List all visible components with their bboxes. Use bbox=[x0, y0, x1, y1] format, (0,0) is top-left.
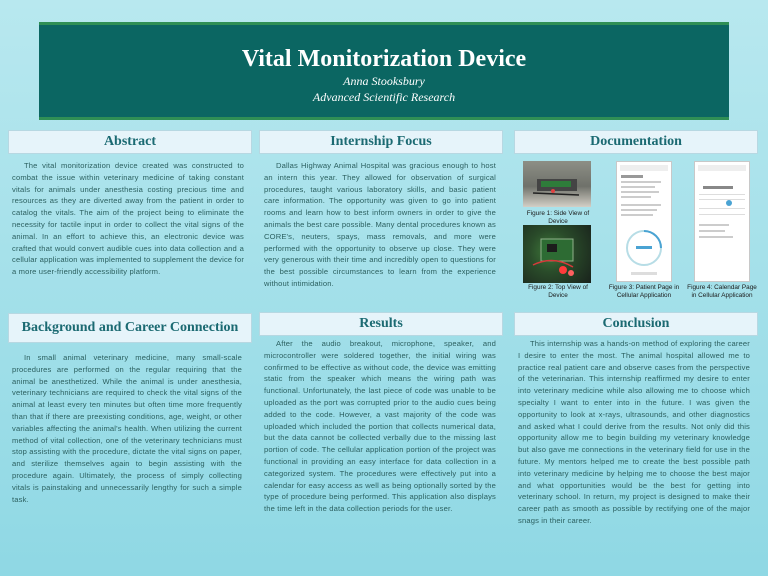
program-name: Advanced Scientific Research bbox=[312, 90, 456, 104]
device-top-view-photo bbox=[523, 225, 591, 283]
documentation-heading: Documentation bbox=[514, 130, 758, 154]
poster-title: Vital Monitorization Device bbox=[241, 46, 527, 72]
internship-heading: Internship Focus bbox=[259, 130, 503, 154]
background-heading: Background and Career Connection bbox=[8, 313, 252, 343]
internship-text: Dallas Highway Animal Hospital was gracious enough to host an intern this year. They allowed for observation of surgical procedures, taught various laboratory skills, and basic patient care information. The opportunity was given to go into patient rooms and learn how to best inform owners in order to give the animals the best care possible. Many dental procedures known as CORE's, neuters, spays, mass removals, and more were performed with the opportunity to observe up close. They were very generous with their time and incredibly open to questions for the best possible circumstances to learn from the experience without intimidation. bbox=[264, 161, 496, 288]
figure3-caption: Figure 3: Patient Page in Cellular Application bbox=[608, 284, 680, 299]
background-text: In small animal veterinary medicine, many small-scale procedures are performed on the regular requiring that the animal be anesthetized. While the animal is under anesthesia, veterinary technicians are required to check the vital signs of the animal at least every ten minutes but often time more frequently than that if there are preexisting conditions, age, weight, or other variables affecting the animal's health. When utilizing the current method of vital collection, one of the veterinary technicians must stop assisting with the procedure, dictate the vital signs on paper, and sterilize themselves again to begin assisting with the procedure again. Ultimately, the process of simply collecting vitals is painstaking and unnecessarily lengthy for such a simple task. bbox=[12, 353, 242, 504]
title-banner bbox=[39, 22, 729, 120]
figure2-caption: Figure 2: Top View of Device bbox=[528, 284, 588, 299]
results-heading: Results bbox=[259, 312, 503, 336]
conclusion-heading: Conclusion bbox=[514, 312, 758, 336]
results-text: After the audio breakout, microphone, speaker, and microcontroller were soldered together, the initial wiring was confirmed to be effective as without code, the device was emitting static from the speaker which means the wiring path was functional. Unfortunately, the last piece of code was unable to be uploaded as the port was corrupted prior to the audio cues being added to the code. However, a vast majority of the code was uploaded which included the portion that collects numerical data, but the data cannot be collected verbally due to the missing last portion of code. The cellular application portion of the project was functional in providing an easy interface for data collection in a categorized system. The procedures were effectively put into a calendar for easy access as well as being optionally sorted by the type of procedure being performed. This application also displays the time left in the data collection periods for the user. bbox=[264, 339, 496, 514]
conclusion-text: This internship was a hands-on method of exploring the career I desire to enter the most. The animal hospital allowed me to practice real patient care and observe cases from the perspective of the veterinarian. This internship reaffirmed my desire to enter into veterinary medicine while also allowing me to choose which specialty I want to enter into in the future. I was given the opportunity to look at x-rays, ultrasounds, and other diagnostics and asked what I could derive from the results. Not only did this opportunity allow me to begin building my veterinary knowledge but also gave me connections in the veterinary field for use in the future. My mentors helped me to create the best possible path into veterinary medicine by helping me to choose the best major and what opportunities would be the best for getting into veterinary school. In return, my project is designed to make their career path as smooth as possible by rectifying one of the major snags in their career. bbox=[518, 339, 750, 525]
author-name: Anna Stooksbury bbox=[343, 74, 425, 88]
device-side-view-photo bbox=[523, 161, 591, 207]
calendar-page-screenshot bbox=[694, 161, 750, 282]
abstract-heading: Abstract bbox=[8, 130, 252, 154]
patient-page-screenshot bbox=[616, 161, 672, 282]
figure4-caption: Figure 4: Calendar Page in Cellular Application bbox=[687, 284, 757, 299]
figure1-caption: Figure 1: Side View of Device bbox=[526, 210, 590, 225]
abstract-text: The vital monitorization device created was constructed to combat the issue within veterinary medicine of taking constant vitals for animals under anesthesia costing precious time and resources as they are diverted away from the patient in order to catalog the vitals. The aim of the project being to eliminate the necessity for tactile input in order to collect the vital signs of the animal. In an effort to achieve this, an electronic device was crafted that would convert audible cues into data collection and a cellular application was implemented to supplement the device for a more user-friendly accessibility platform. bbox=[12, 161, 244, 277]
